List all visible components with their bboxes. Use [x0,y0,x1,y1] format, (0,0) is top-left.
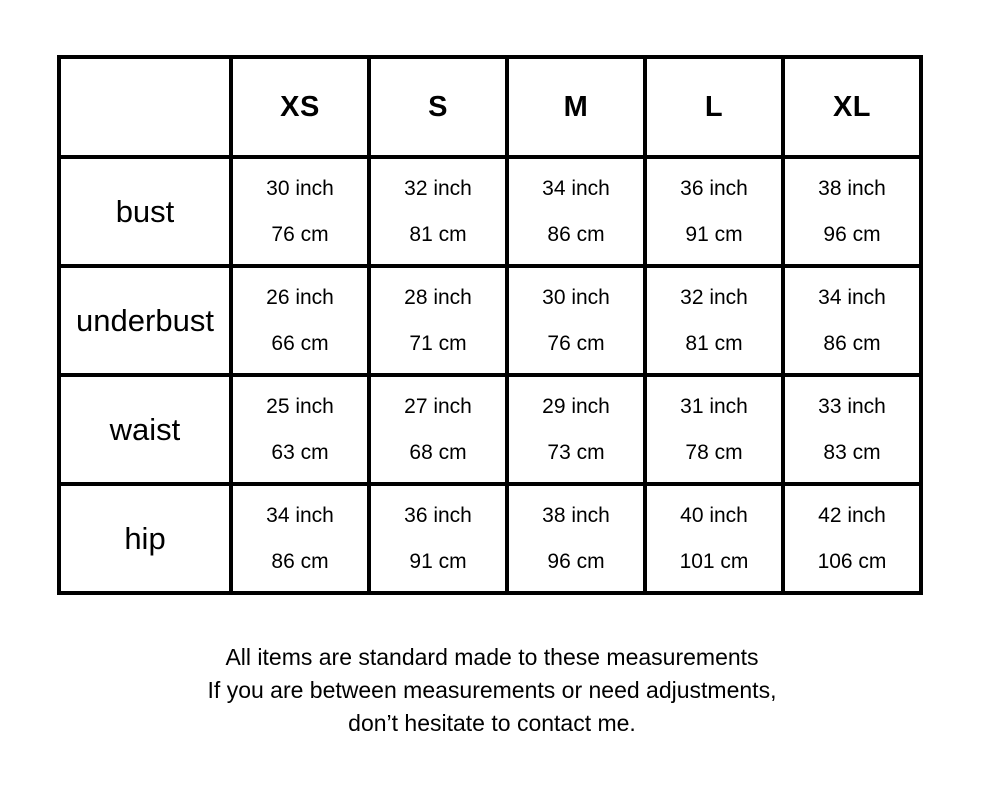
cm-value: 81 cm [685,331,743,355]
cm-value: 71 cm [409,331,467,355]
inch-value: 34 inch [818,285,886,309]
inch-value: 36 inch [404,503,472,527]
cell-underbust-xs [231,266,369,375]
row-label-bust: bust [59,157,231,266]
cell-bust-l [645,157,783,266]
cell-waist-m [507,375,645,484]
cm-value: 81 cm [409,222,467,246]
cell-bust-xs [231,157,369,266]
inch-value: 31 inch [680,394,748,418]
cm-value: 73 cm [547,440,605,464]
size-header-xs: XS [231,57,369,157]
inch-value: 32 inch [680,285,748,309]
cm-value: 106 cm [817,549,887,573]
cell-hip-m [507,484,645,593]
size-header-s: S [369,57,507,157]
cell-hip-s [369,484,507,593]
inch-value: 32 inch [404,176,472,200]
cm-value: 76 cm [547,331,605,355]
cm-value: 68 cm [409,440,467,464]
inch-value: 33 inch [818,394,886,418]
row-label-underbust: underbust [59,266,231,375]
size-chart-table [57,55,923,595]
table-row-waist [59,375,921,484]
size-chart [57,55,923,595]
inch-value: 34 inch [266,503,334,527]
footer-line-1: All items are standard made to these measurements [225,644,759,670]
inch-value: 42 inch [818,503,886,527]
cell-hip-xl [783,484,921,593]
cm-value: 91 cm [409,549,467,573]
inch-value: 28 inch [404,285,472,309]
cell-underbust-m [507,266,645,375]
size-header-xl: XL [783,57,921,157]
row-label-hip: hip [59,484,231,593]
cm-value: 91 cm [685,222,743,246]
cm-value: 86 cm [271,549,329,573]
inch-value: 30 inch [542,285,610,309]
cm-value: 83 cm [823,440,881,464]
cm-value: 86 cm [823,331,881,355]
cell-waist-xs [231,375,369,484]
footer-note [0,641,984,740]
table-row-underbust [59,266,921,375]
cell-hip-l [645,484,783,593]
row-label-waist: waist [59,375,231,484]
cm-value: 86 cm [547,222,605,246]
inch-value: 25 inch [266,394,334,418]
cell-waist-l [645,375,783,484]
inch-value: 29 inch [542,394,610,418]
inch-value: 38 inch [818,176,886,200]
cm-value: 96 cm [823,222,881,246]
size-header-l: L [645,57,783,157]
size-header-m: M [507,57,645,157]
inch-value: 34 inch [542,176,610,200]
cell-hip-xs [231,484,369,593]
inch-value: 38 inch [542,503,610,527]
cm-value: 63 cm [271,440,329,464]
cell-bust-s [369,157,507,266]
cell-underbust-xl [783,266,921,375]
inch-value: 27 inch [404,394,472,418]
cm-value: 66 cm [271,331,329,355]
cm-value: 101 cm [679,549,749,573]
corner-cell [59,57,231,157]
cm-value: 78 cm [685,440,743,464]
cm-value: 76 cm [271,222,329,246]
cell-waist-xl [783,375,921,484]
cell-bust-xl [783,157,921,266]
inch-value: 36 inch [680,176,748,200]
cm-value: 96 cm [547,549,605,573]
header-row [59,57,921,157]
inch-value: 40 inch [680,503,748,527]
table-row-hip [59,484,921,593]
inch-value: 26 inch [266,285,334,309]
footer-line-3: don’t hesitate to contact me. [348,710,636,736]
inch-value: 30 inch [266,176,334,200]
cell-underbust-s [369,266,507,375]
cell-underbust-l [645,266,783,375]
cell-bust-m [507,157,645,266]
footer-line-2: If you are between measurements or need adjustments, [207,677,777,703]
table-row-bust [59,157,921,266]
cell-waist-s [369,375,507,484]
